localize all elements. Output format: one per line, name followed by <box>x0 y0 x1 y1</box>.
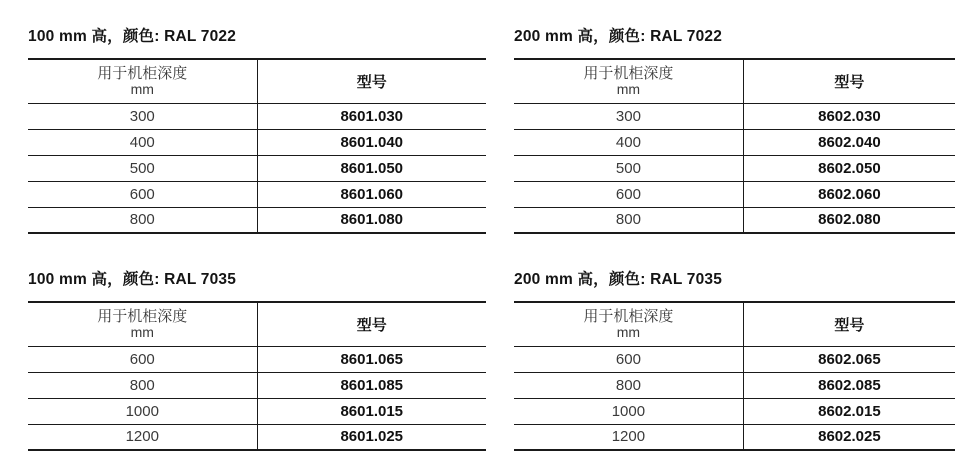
section-title: 200 mm 高，颜色: RAL 7022 <box>514 28 723 45</box>
model-cell: 8601.065 <box>340 350 404 368</box>
header-row <box>28 59 486 103</box>
model-cell: 8601.015 <box>257 398 486 424</box>
table-row <box>514 129 955 155</box>
model-cell: 8601.040 <box>257 129 486 155</box>
model-cell: 8601.060 <box>257 181 486 207</box>
table-row <box>28 181 486 207</box>
depth-cell: 1000 <box>28 398 257 424</box>
col-header-depth <box>28 59 257 103</box>
depth-cell: 1200 <box>28 424 257 450</box>
table-row <box>28 103 486 129</box>
depth-cell: 600 <box>514 346 743 372</box>
table-row <box>514 372 955 398</box>
table-row <box>514 398 955 424</box>
col-header-depth <box>514 59 743 103</box>
header-row <box>514 59 955 103</box>
table-row <box>28 155 486 181</box>
depth-header-text: 用于机柜深度 <box>583 308 674 326</box>
table-row <box>28 424 486 450</box>
spec-table <box>28 58 486 234</box>
depth-cell: 600 <box>514 181 743 207</box>
depth-cell: 400 <box>514 129 743 155</box>
spec-table <box>514 301 955 451</box>
model-cell: 8602.025 <box>743 424 955 450</box>
col-header-model: 型号 <box>743 302 955 346</box>
model-cell: 8601.050 <box>257 155 486 181</box>
table-row <box>514 155 955 181</box>
table-row <box>514 346 955 372</box>
model-cell: 8601.085 <box>257 372 486 398</box>
table-row <box>514 181 955 207</box>
table-row <box>28 207 486 233</box>
depth-cell: 600 <box>28 346 257 372</box>
section-100mm-ral7035 <box>28 267 486 451</box>
col-header-depth <box>28 302 257 346</box>
section-200mm-ral7022 <box>514 24 955 234</box>
depth-cell: 800 <box>28 207 257 233</box>
model-cell: 8602.015 <box>743 398 955 424</box>
section-title: 100 mm 高，颜色: RAL 7035 <box>28 271 237 288</box>
depth-cell: 400 <box>28 129 257 155</box>
depth-cell: 800 <box>28 372 257 398</box>
model-cell: 8602.085 <box>743 372 955 398</box>
depth-cell: 500 <box>514 155 743 181</box>
table-row <box>514 103 955 129</box>
depth-cell: 300 <box>514 103 743 129</box>
col-header-model: 型号 <box>257 59 486 103</box>
section-title: 100 mm 高，颜色: RAL 7022 <box>28 28 237 45</box>
depth-cell: 800 <box>514 372 743 398</box>
table-row <box>28 346 486 372</box>
header-row <box>28 302 486 346</box>
col-header-model: 型号 <box>257 302 486 346</box>
depth-cell: 600 <box>28 181 257 207</box>
table-row <box>514 207 955 233</box>
model-cell: 8602.065 <box>818 350 881 368</box>
model-cell: 8602.030 <box>818 107 881 125</box>
col-header-depth <box>514 302 743 346</box>
depth-cell: 1200 <box>514 424 743 450</box>
depth-header-unit: mm <box>130 324 154 341</box>
spec-table <box>514 58 955 234</box>
section-title: 200 mm 高，颜色: RAL 7035 <box>514 271 723 288</box>
model-cell: 8601.080 <box>257 207 486 233</box>
col-header-model: 型号 <box>743 59 955 103</box>
model-cell: 8602.040 <box>743 129 955 155</box>
depth-cell: 1000 <box>514 398 743 424</box>
depth-header-text: 用于机柜深度 <box>97 65 188 83</box>
table-row <box>28 398 486 424</box>
table-row <box>28 372 486 398</box>
model-cell: 8601.030 <box>340 107 404 125</box>
depth-header-text: 用于机柜深度 <box>97 308 188 326</box>
model-cell: 8602.050 <box>743 155 955 181</box>
depth-header-unit: mm <box>130 81 154 98</box>
header-row <box>514 302 955 346</box>
model-cell: 8601.025 <box>257 424 486 450</box>
depth-cell: 300 <box>28 103 257 129</box>
depth-cell: 500 <box>28 155 257 181</box>
spec-table <box>28 301 486 451</box>
depth-header-text: 用于机柜深度 <box>583 65 674 83</box>
depth-header-unit: mm <box>616 324 641 341</box>
section-200mm-ral7035 <box>514 267 955 451</box>
depth-header-unit: mm <box>616 81 641 98</box>
model-cell: 8602.060 <box>743 181 955 207</box>
model-cell: 8602.080 <box>743 207 955 233</box>
depth-cell: 800 <box>514 207 743 233</box>
table-row <box>28 129 486 155</box>
section-100mm-ral7022 <box>28 24 486 234</box>
table-row <box>514 424 955 450</box>
